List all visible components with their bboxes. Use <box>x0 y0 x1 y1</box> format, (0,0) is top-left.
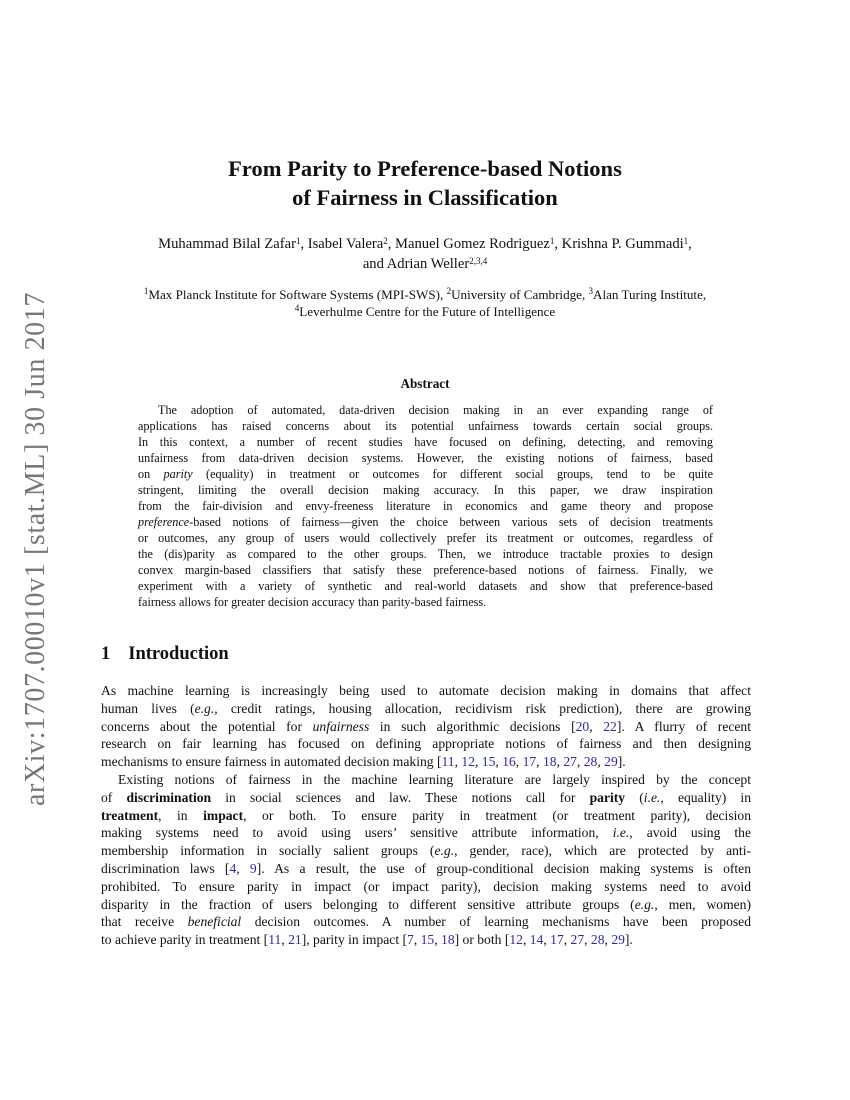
author-line-2 <box>0 254 850 274</box>
title-line-1: From Parity to Preference-based Notions <box>228 156 622 181</box>
text-run: -based notions of fairness—given the choice between various sets of decision treatments <box>189 515 713 529</box>
abstract-line: from the fair-division and envy-freeness literature in economics and game theory and propose <box>138 499 713 513</box>
body-line: research on fair learning has focused on defining appropriate notions of fairness and then designing <box>101 736 751 752</box>
abstract-heading: Abstract <box>400 376 450 391</box>
emphasis: i.e. <box>643 789 661 805</box>
emphasis: e.g. <box>194 700 215 716</box>
author-name: Isabel Valera <box>307 236 384 252</box>
body-line <box>101 718 751 736</box>
citation-link[interactable]: 22 <box>603 718 617 734</box>
citation-link[interactable]: 15 <box>481 754 496 770</box>
section-title: Introduction <box>128 644 229 664</box>
text-run: mechanisms to ensure fairness in automated decision making [ <box>101 754 442 770</box>
text-run: ] or both [ <box>454 932 510 948</box>
text-run: , men, women) <box>654 896 752 912</box>
section-heading <box>101 644 229 665</box>
text-run: human lives ( <box>101 700 195 716</box>
text-run: membership information in socially salient groups ( <box>101 843 435 859</box>
body-line <box>101 789 751 807</box>
text-run: , <box>589 718 604 734</box>
separator: , <box>536 754 543 770</box>
affiliation-line-2 <box>0 303 850 320</box>
abstract-line: The adoption of automated, data-driven decision making in an ever expanding range of <box>158 403 713 417</box>
separator: , <box>556 754 564 770</box>
affiliation: Alan Turing Institute, <box>593 287 707 302</box>
author-affil-marker: 1 <box>295 236 301 246</box>
section-number: 1 <box>101 644 111 664</box>
bold-term: parity <box>589 789 626 805</box>
abstract-line: applications has raised concerns about its potential unfairness towards certain social groups. <box>138 419 713 433</box>
body-line: prohibited. To ensure parity in impact (or impact parity), decision making systems need to avoid <box>101 878 751 894</box>
body-line <box>101 824 751 842</box>
text-run: ]. A flurry of recent <box>616 718 752 734</box>
author-affil-marker: 2,3,4 <box>469 256 488 266</box>
text-run: ], parity in impact [ <box>301 932 408 948</box>
separator: , <box>576 754 584 770</box>
citation-link[interactable]: 12 <box>509 932 523 948</box>
abstract-line: or outcomes, any group of users would collectively prefer its treatment or outcomes, regardless of <box>138 531 713 545</box>
affiliation: University of Cambridge, <box>451 287 586 302</box>
body-line <box>101 896 751 914</box>
text-run: , avoid using the <box>629 825 751 841</box>
abstract-line: In this context, a number of recent studies have focused on defining, detecting, and removing <box>138 435 713 449</box>
citation-link[interactable]: 27 <box>563 754 577 770</box>
affiliation-line-1 <box>0 286 850 303</box>
separator: , <box>563 932 571 948</box>
bold-term: treatment <box>101 807 159 823</box>
emphasis: i.e. <box>612 825 630 841</box>
text-run: on <box>138 467 164 481</box>
emphasis: e.g. <box>434 843 455 859</box>
text-run: in such algorithmic decisions [ <box>369 718 576 734</box>
affil-marker: 2 <box>446 286 452 296</box>
body-line <box>101 860 751 878</box>
body-line <box>101 753 751 771</box>
text-run: ]. As a result, the use of group-conditional decision making systems is often <box>256 860 751 876</box>
text-run: ( <box>625 789 644 805</box>
affiliation: Leverhulme Centre for the Future of Intelligence <box>299 304 556 319</box>
text-run: , or both. To ensure parity in treatment (or treatment parity), decision <box>243 807 751 823</box>
author-name: Manuel Gomez Rodriguez <box>395 236 550 252</box>
citation-link[interactable]: 28 <box>583 754 598 770</box>
separator: , <box>597 754 605 770</box>
affiliation: Max Planck Institute for Software Systems (MPI-SWS), <box>148 287 444 302</box>
affiliations <box>0 286 850 320</box>
separator: , <box>515 754 523 770</box>
author-affil-marker: 2 <box>383 236 388 246</box>
separator: , <box>475 754 482 770</box>
citation-link[interactable]: 29 <box>604 754 618 770</box>
citation-link[interactable]: 15 <box>420 932 435 948</box>
text-run: concerns about the potential for <box>101 718 313 734</box>
body-line: Existing notions of fairness in the machine learning literature are largely inspired by the concept <box>118 771 751 787</box>
separator: , <box>434 932 442 948</box>
citation-link[interactable]: 18 <box>441 932 455 948</box>
body-line <box>101 700 751 718</box>
abstract-body <box>138 402 713 610</box>
emphasis: beneficial <box>187 914 242 930</box>
abstract-line <box>138 514 713 530</box>
citation-link[interactable]: 29 <box>611 932 625 948</box>
separator: , <box>522 932 530 948</box>
abstract-line <box>138 466 713 482</box>
emphasis: preference <box>138 515 190 529</box>
text-run: that receive <box>101 914 188 930</box>
citation-link[interactable]: 21 <box>288 932 302 948</box>
emphasis: e.g. <box>634 896 655 912</box>
bold-term: impact <box>203 807 244 823</box>
body-line <box>101 807 751 825</box>
text-run: of <box>101 789 127 805</box>
separator: , <box>604 932 612 948</box>
text-run: , gender, race), which are protected by anti- <box>454 843 751 859</box>
author-name: Adrian Weller <box>386 256 470 272</box>
separator: , <box>281 932 289 948</box>
citation-link[interactable]: 16 <box>502 754 516 770</box>
title-line-2: of Fairness in Classification <box>292 185 558 210</box>
author-list <box>0 234 850 274</box>
text-run: , in <box>158 807 204 823</box>
text-run: , equality) in <box>660 789 751 805</box>
abstract-line: experiment with a variety of synthetic and real-world datasets and show that preference-based <box>138 579 713 593</box>
emphasis: unfairness <box>312 718 370 734</box>
affil-marker: 3 <box>588 286 594 296</box>
text-run: , credit ratings, housing allocation, recidivism risk prediction), there are growing <box>214 700 752 716</box>
text-run: making systems need to avoid using users’ sensitive attribute information, <box>101 825 613 841</box>
abstract-line: convex margin-based classifiers that satisfy these preference-based notions of fairness. Finally, we <box>138 563 713 577</box>
separator: , <box>454 754 462 770</box>
affil-marker: 4 <box>294 303 300 313</box>
abstract-line: unfairness from data-driven decision systems. However, the existing notions of fairness, based <box>138 451 713 465</box>
body-line <box>101 842 751 860</box>
citation-link[interactable]: 28 <box>590 932 605 948</box>
citation-link[interactable]: 9 <box>249 860 257 876</box>
arxiv-identifier: arXiv:1707.00010v1 [stat.ML] 30 Jun 2017 <box>20 292 51 806</box>
text-run: disparity in the fraction of users belonging to different sensitive attribute groups ( <box>101 896 635 912</box>
text-run: , <box>236 860 250 876</box>
citation-link[interactable]: 11 <box>441 754 455 770</box>
citation-link[interactable]: 7 <box>407 932 414 948</box>
text-run: ]. <box>624 932 633 948</box>
citation-link[interactable]: 17 <box>550 932 564 948</box>
citation-link[interactable]: 20 <box>575 718 590 734</box>
author-conjunction: and <box>362 256 384 272</box>
text-run: to achieve parity in treatment [ <box>101 932 269 948</box>
separator: , <box>543 932 551 948</box>
text-run: (equality) in treatment or outcomes for different social groups, tend to be quite <box>192 467 713 481</box>
author-name: Muhammad Bilal Zafar <box>158 236 296 252</box>
abstract-line: stringent, limiting the overall decision making accuracy. In this paper, we draw inspiration <box>138 483 713 497</box>
body-line <box>101 931 751 949</box>
separator: , <box>413 932 421 948</box>
paper-title <box>0 154 850 212</box>
affil-marker: 1 <box>143 286 149 296</box>
author-line-1: Muhammad Bilal Zafar$^1$, Isabel Valera$^2$, Manuel Gomez Rodriguez$^1$, Krishna P. Gummadi$^1$, <box>158 236 692 252</box>
emphasis: parity <box>163 467 193 481</box>
text-run: decision outcomes. A number of learning mechanisms have been proposed <box>241 914 751 930</box>
abstract-line: the (dis)parity as compared to the other groups. Then, we introduce tractable proxies to design <box>138 547 713 561</box>
introduction-body <box>101 682 751 949</box>
citation-link[interactable]: 18 <box>542 754 557 770</box>
citation-link[interactable]: 14 <box>529 932 544 948</box>
separator: , <box>584 932 591 948</box>
citation-link[interactable]: 4 <box>229 860 237 876</box>
author-affil-marker: 1 <box>683 236 689 246</box>
citation-link[interactable]: 12 <box>461 754 475 770</box>
citation-link[interactable]: 27 <box>570 932 585 948</box>
separator: , <box>495 754 503 770</box>
citation-link[interactable]: 11 <box>268 932 282 948</box>
author-name: Krishna P. Gummadi <box>561 236 684 252</box>
body-line <box>101 913 751 931</box>
bold-term: discrimination <box>126 789 212 805</box>
citation-link[interactable]: 17 <box>522 754 537 770</box>
author-affil-marker: 1 <box>549 236 555 246</box>
text-run: in social sciences and law. These notions call for <box>211 789 590 805</box>
body-line: As machine learning is increasingly being used to automate decision making in domains that affect <box>101 683 751 698</box>
text-run: ]. <box>617 754 626 770</box>
abstract-line: fairness allows for greater decision accuracy than parity-based fairness. <box>138 595 487 609</box>
text-run: discrimination laws [ <box>101 860 230 876</box>
